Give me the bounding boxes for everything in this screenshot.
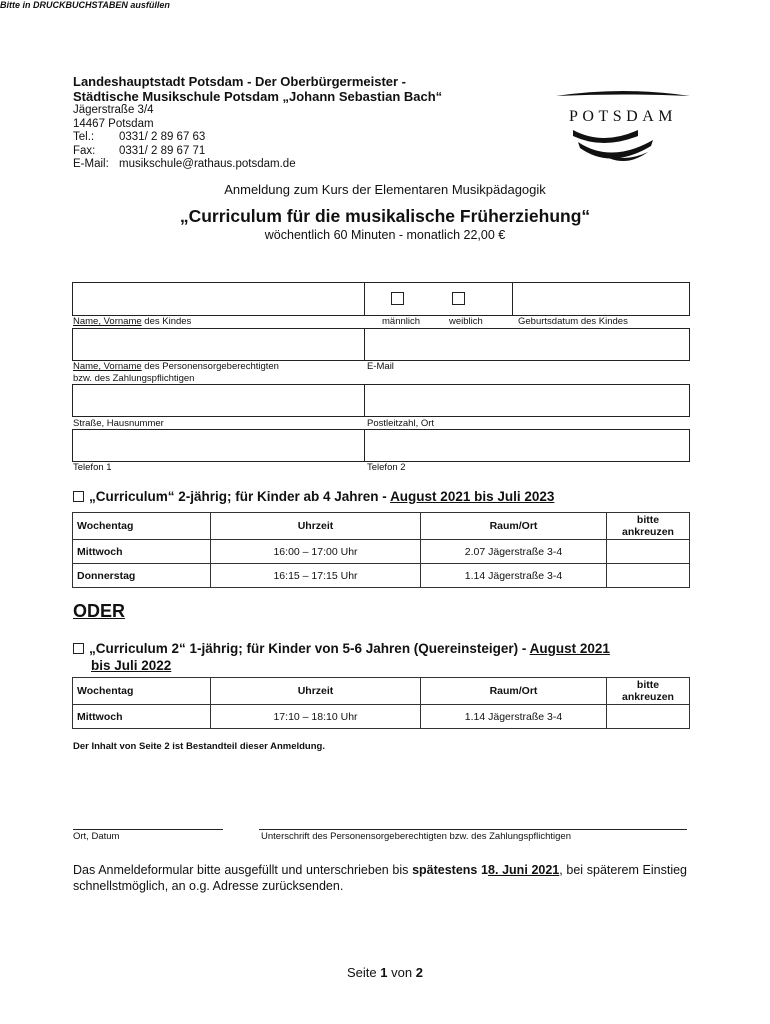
child-name-field[interactable] xyxy=(73,283,364,315)
page-number: Seite 1 von 2 xyxy=(347,965,423,980)
table-header-row xyxy=(73,513,690,540)
table-row xyxy=(73,705,690,729)
time-cell: 16:00 – 17:00 Uhr xyxy=(211,540,421,564)
weekday-cell: Mittwoch xyxy=(73,705,211,729)
room-cell: 2.07 Jägerstraße 3-4 xyxy=(421,540,607,564)
weekday-cell: Donnerstag xyxy=(73,564,211,588)
room-cell: 1.14 Jägerstraße 3-4 xyxy=(421,705,607,729)
guardian-name-label: Name, Vorname des Personensorgeberechtigten bzw. des Zahlungspflichtigen xyxy=(73,361,279,384)
course1-period: August 2021 bis Juli 2023 xyxy=(390,489,555,504)
fax-value: 0331/ 2 89 67 71 xyxy=(119,144,206,157)
tel-value: 0331/ 2 89 67 63 xyxy=(119,131,206,143)
logo-text: POTSDAM xyxy=(569,108,677,125)
time-cell: 16:15 – 17:15 Uhr xyxy=(211,564,421,588)
female-label: weiblich xyxy=(449,316,483,327)
tel-label: Tel.: xyxy=(73,131,95,143)
signature-label: Unterschrift des Personensorgeberechtigten bzw. des Zahlungspflichtigen xyxy=(261,831,571,842)
course2-period-1: August 2021 xyxy=(529,641,610,656)
signature-line[interactable] xyxy=(259,829,687,830)
select-cell[interactable] xyxy=(607,540,690,564)
course2-heading: „Curriculum 2“ 1-jährig; für Kinder von 5-6 Jahren (Quereinsteiger) - August 2021 bis Juli 2022 xyxy=(73,640,687,674)
table-row xyxy=(73,540,690,564)
time-cell: 17:10 – 18:10 Uhr xyxy=(211,705,421,729)
oder-heading: ODER xyxy=(73,601,126,621)
select-cell[interactable] xyxy=(607,564,690,588)
col-weekday: Wochentag xyxy=(73,513,211,540)
weekday-cell: Mittwoch xyxy=(73,540,211,564)
form-title: „Curriculum für die musikalische Früherziehung“ xyxy=(179,206,591,226)
city: 14467 Potsdam xyxy=(73,117,154,130)
table-header-row xyxy=(73,678,690,705)
select-cell[interactable] xyxy=(607,705,690,729)
potsdam-logo xyxy=(553,90,693,170)
deadline-date: 8. Juni 2021 xyxy=(488,863,560,877)
table-row xyxy=(73,564,690,588)
room-cell: 1.14 Jägerstraße 3-4 xyxy=(421,564,607,588)
street-label: Straße, Hausnummer xyxy=(73,418,164,429)
course2-checkbox[interactable] xyxy=(73,643,84,654)
course1-table xyxy=(72,512,690,588)
course2-period-2: bis Juli 2022 xyxy=(91,658,172,673)
email-label: E-Mail: xyxy=(73,158,109,170)
course2-table xyxy=(72,677,690,729)
place-date-line[interactable] xyxy=(73,829,223,830)
letterhead xyxy=(73,74,442,172)
phone1-label: Telefon 1 xyxy=(73,462,112,473)
fill-instruction: Bitte in DRUCKBUCHSTABEN ausfüllen xyxy=(0,0,170,10)
street: Jägerstraße 3/4 xyxy=(73,104,154,116)
return-instructions: Das Anmeldeformular bitte ausgefüllt und unterschrieben bis spätestens 18. Juni 2021, bei späterem Einstieg schnellstmöglich, an o.g. Adresse zurücksenden. xyxy=(73,863,687,893)
course1-checkbox[interactable] xyxy=(73,491,84,502)
col-select: bitte ankreuzen xyxy=(607,513,690,540)
male-label: männlich xyxy=(382,316,421,327)
col-room: Raum/Ort xyxy=(421,513,607,540)
course1-heading: „Curriculum“ 2-jährig; für Kinder ab 4 Jahren - August 2021 bis Juli 2023 xyxy=(73,489,554,504)
phone2-label: Telefon 2 xyxy=(367,462,406,473)
email-value: musikschule@rathaus.potsdam.de xyxy=(119,158,296,170)
postal-field[interactable] xyxy=(365,385,689,416)
phone1-field[interactable] xyxy=(73,430,364,461)
guardian-name-field[interactable] xyxy=(73,329,364,360)
course-info: wöchentlich 60 Minuten - monatlich 22,00 € xyxy=(264,228,506,242)
col-room: Raum/Ort xyxy=(421,678,607,705)
col-select: bitte ankreuzen xyxy=(607,678,690,705)
col-weekday: Wochentag xyxy=(73,678,211,705)
child-name-label: Name, Vorname des Kindes xyxy=(73,316,192,327)
col-time: Uhrzeit xyxy=(211,513,421,540)
phone2-field[interactable] xyxy=(365,430,689,461)
postal-label: Postleitzahl, Ort xyxy=(367,418,435,429)
page2-note: Der Inhalt von Seite 2 ist Bestandteil dieser Anmeldung. xyxy=(73,741,325,752)
email-field[interactable] xyxy=(365,329,689,360)
email-label: E-Mail xyxy=(367,361,394,372)
place-date-label: Ort, Datum xyxy=(73,831,120,842)
org-line-2: Städtische Musikschule Potsdam „Johann Sebastian Bach“ xyxy=(73,89,443,104)
street-field[interactable] xyxy=(73,385,364,416)
female-checkbox[interactable] xyxy=(452,292,465,305)
male-checkbox[interactable] xyxy=(391,292,404,305)
org-line-1: Landeshauptstadt Potsdam - Der Oberbürgermeister - xyxy=(73,74,407,89)
form-subtitle: Anmeldung zum Kurs der Elementaren Musikpädagogik xyxy=(224,182,546,197)
fax-label: Fax: xyxy=(73,144,96,157)
birthdate-label: Geburtsdatum des Kindes xyxy=(518,316,628,327)
birthdate-field[interactable] xyxy=(513,283,689,315)
col-time: Uhrzeit xyxy=(211,678,421,705)
